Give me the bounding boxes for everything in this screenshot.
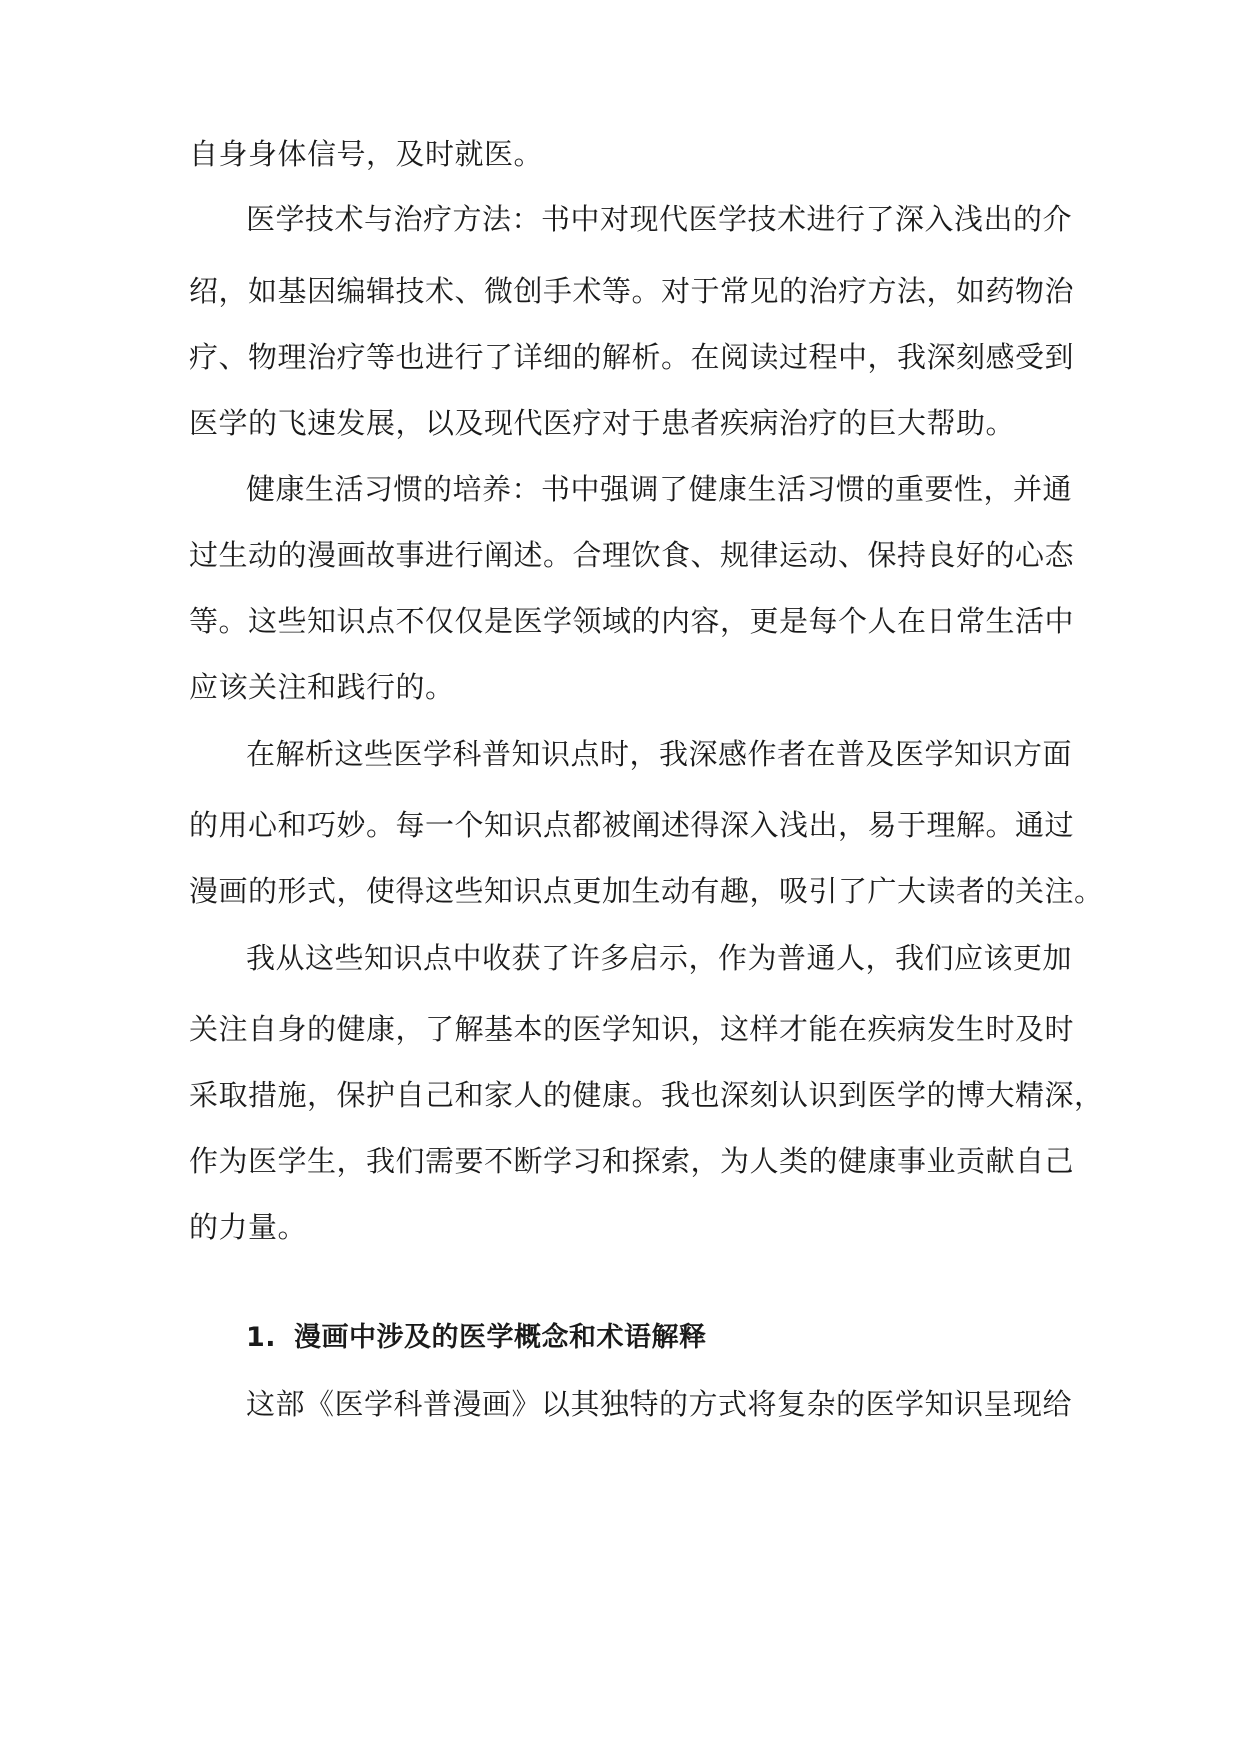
paragraph-line: 我从这些知识点中收获了许多启示，作为普通人，我们应该更加	[246, 941, 1073, 975]
paragraph-line: 等。这些知识点不仅仅是医学领域的内容，更是每个人在日常生活中	[189, 604, 1075, 638]
paragraph-line: 绍，如基因编辑技术、微创手术等。对于常见的治疗方法，如药物治	[189, 274, 1075, 308]
paragraph-line: 应该关注和践行的。	[189, 670, 455, 704]
section-heading-number: 1.	[246, 1322, 277, 1353]
section-heading-text: 漫画中涉及的医学概念和术语解释	[294, 1322, 707, 1353]
paragraph-line: 作为医学生，我们需要不断学习和探索，为人类的健康事业贡献自己	[189, 1144, 1075, 1178]
paragraph-line: 医学技术与治疗方法：书中对现代医学技术进行了深入浅出的介	[246, 202, 1073, 236]
paragraph-line: 疗、物理治疗等也进行了详细的解析。在阅读过程中，我深刻感受到	[189, 340, 1075, 374]
paragraph-line: 医学的飞速发展，以及现代医疗对于患者疾病治疗的巨大帮助。	[189, 406, 1016, 440]
paragraph-line: 的力量。	[189, 1210, 308, 1244]
paragraph-line: 自身身体信号，及时就医。	[189, 137, 544, 171]
paragraph-line: 在解析这些医学科普知识点时，我深感作者在普及医学知识方面	[246, 737, 1073, 771]
paragraph-line: 关注自身的健康，了解基本的医学知识，这样才能在疾病发生时及时	[189, 1012, 1075, 1046]
paragraph-line: 漫画的形式，使得这些知识点更加生动有趣，吸引了广大读者的关注。	[189, 874, 1104, 908]
section-heading	[246, 1318, 707, 1358]
paragraph-line: 这部《医学科普漫画》以其独特的方式将复杂的医学知识呈现给	[246, 1387, 1073, 1421]
paragraph-line: 采取措施，保护自己和家人的健康。我也深刻认识到医学的博大精深，	[189, 1078, 1104, 1112]
paragraph-line: 健康生活习惯的培养：书中强调了健康生活习惯的重要性，并通	[246, 472, 1073, 506]
paragraph-line: 的用心和巧妙。每一个知识点都被阐述得深入浅出，易于理解。通过	[189, 808, 1075, 842]
paragraph-line: 过生动的漫画故事进行阐述。合理饮食、规律运动、保持良好的心态	[189, 538, 1075, 572]
